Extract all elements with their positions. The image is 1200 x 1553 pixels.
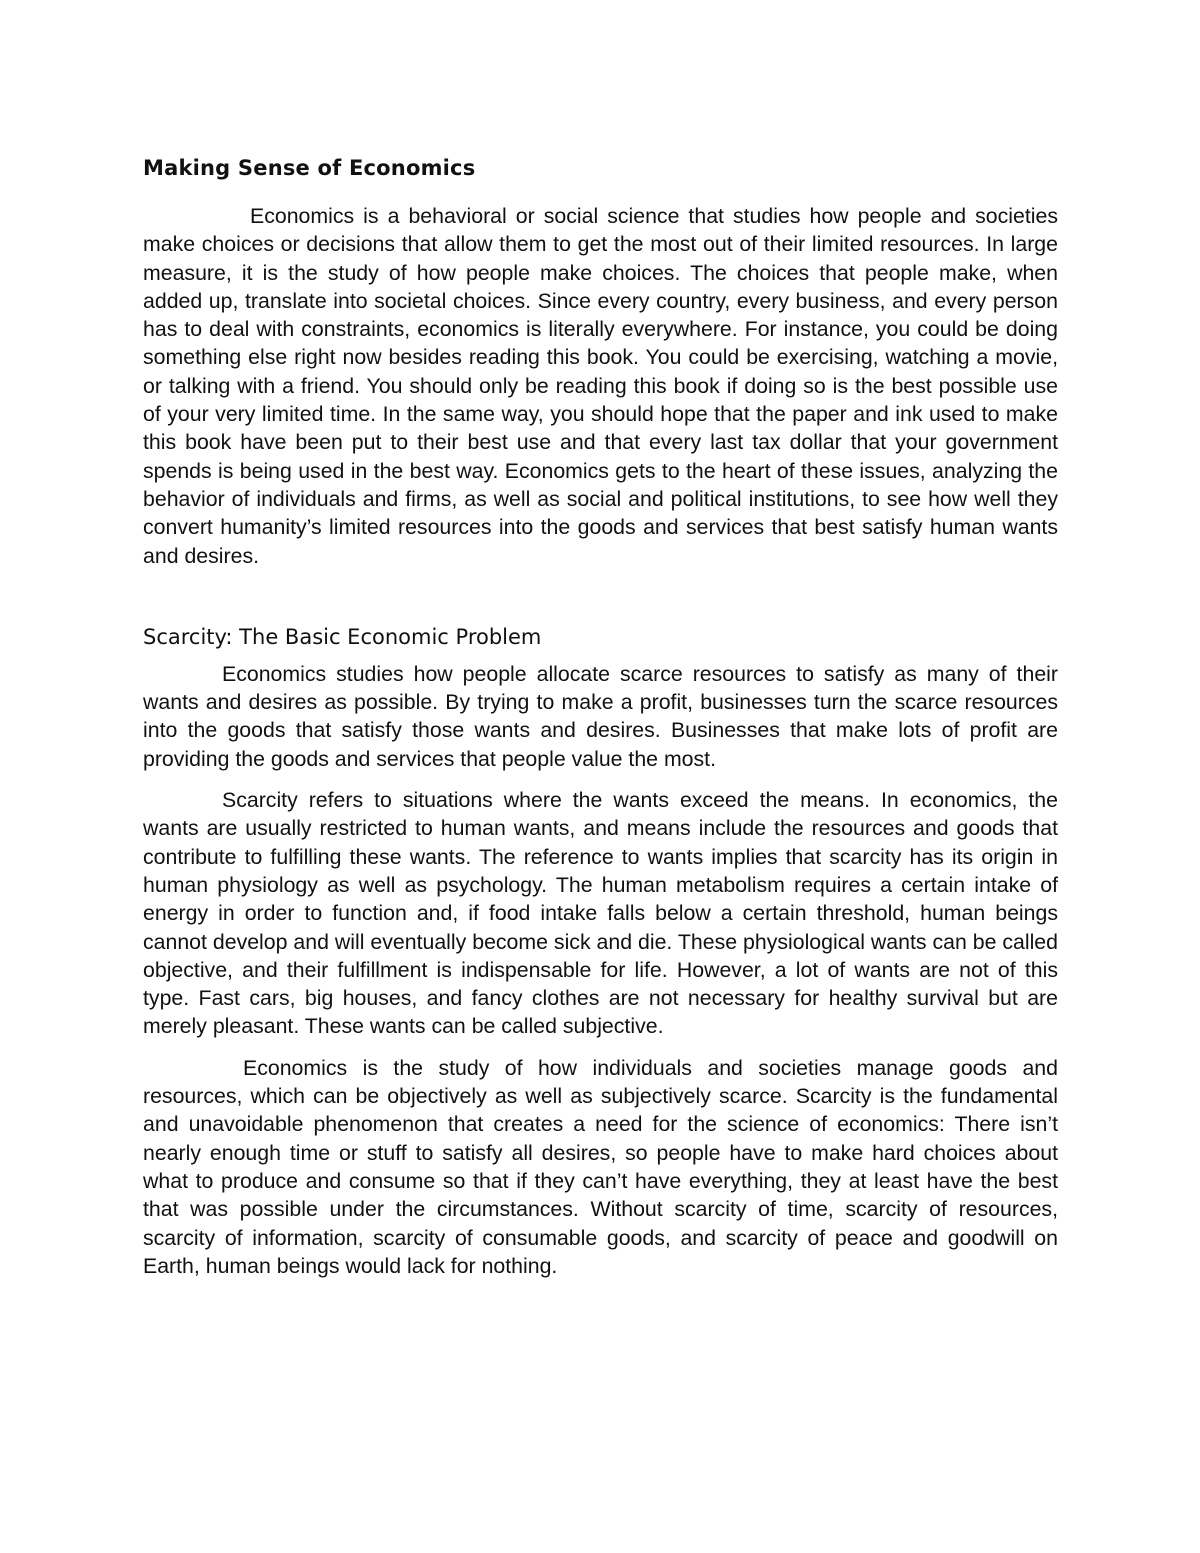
section-paragraph-1: Economics studies how people allocate scarce resources to satisfy as many of their wants and desires as possible. By trying to make a profit, businesses turn the scarce resources into the goods that satisfy those wants and desires. Businesses that make lots of profit are providing the goods and services that people value the most. — [143, 661, 1058, 771]
document-title: Making Sense of Economics — [143, 156, 476, 180]
intro-paragraph: Economics is a behavioral or social science that studies how people and societies make choices or decisions that allow them to get the most out of their limited resources. In large measure, it is the study of how people make choices. The choices that people make, when added up, translate into societal choices. Since every country, every business, and every person has to deal with constraints, economics is literally everywhere. For instance, you could be doing something else right now besides reading this book. You could be exercising, watching a movie, or talking with a friend. You should only be reading this book if doing so is the best possible use of your very limited time. In the same way, you should hope that the paper and ink used to make this book have been put to their best use and that every last tax dollar that your government spends is being used in the best way. Economics gets to the heart of these issues, analyzing the behavior of individuals and firms, as well as social and political institutions, to see how well they convert humanity’s limited resources into the goods and services that best satisfy human wants and desires. — [143, 204, 1058, 568]
section-paragraph-2: Scarcity refers to situations where the wants exceed the means. In economics, the wants are usually restricted to human wants, and means include the resources and goods that contribute to fulfilling these wants. The reference to wants implies that scarcity has its origin in human physiology as well as psychology. The human metabolism requires a certain intake of energy in order to function and, if food intake falls below a certain threshold, human beings cannot develop and will eventually become sick and die. These physiological wants can be called objective, and their fulfillment is indispensable for life. However, a lot of wants are not of this type. Fast cars, big houses, and fancy clothes are not necessary for healthy survival but are merely pleasant. These wants can be called subjective. — [143, 788, 1058, 1039]
section-heading: Scarcity: The Basic Economic Problem — [143, 624, 542, 649]
document-body — [143, 152, 1058, 1280]
section-paragraph-3: Economics is the study of how individuals and societies manage goods and resources, which can be objectively as well as subjectively scarce. Scarcity is the fundamental and unavoidable phenomenon that creates a need for the science of economics: There isn’t nearly enough time or stuff to satisfy all desires, so people have to make hard choices about what to produce and consume so that if they can’t have everything, they at least have the best that was possible under the circumstances. Without scarcity of time, scarcity of resources, scarcity of information, scarcity of consumable goods, and scarcity of peace and goodwill on Earth, human beings would lack for nothing. — [143, 1055, 1058, 1278]
